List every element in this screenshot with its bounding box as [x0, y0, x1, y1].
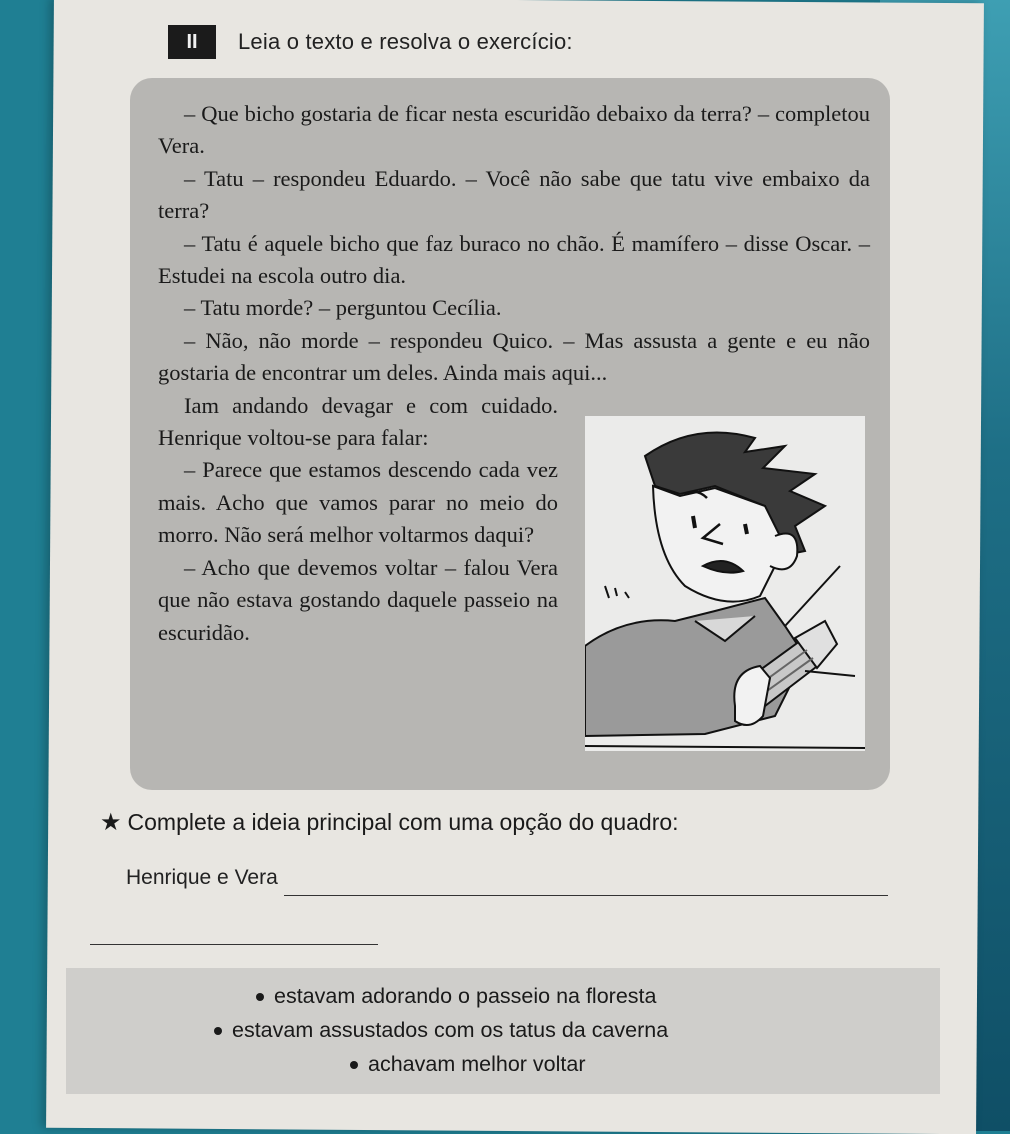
story-paragraph: – Não, não morde – respondeu Quico. – Mas assusta a gente e eu não gostaria de encontrar um deles. Ainda mais aqui...	[158, 327, 870, 386]
option-text: estavam assustados com os tatus da caverna	[232, 1018, 669, 1042]
fill-in-sentence	[126, 866, 888, 890]
boy-with-flashlight-illustration	[585, 416, 865, 751]
story-paragraph: – Parece que estamos descendo cada vez mais. Acho que vamos parar no meio do morro. Não será melhor voltarmos daqui?	[158, 457, 558, 548]
right-eye	[745, 524, 747, 534]
section-number-badge: II	[168, 25, 216, 59]
exercise-instruction: Leia o texto e resolva o exercício:	[238, 29, 573, 54]
answer-blank-continuation[interactable]	[90, 944, 378, 945]
bullet-icon	[350, 1061, 358, 1069]
story-paragraph: – Tatu – respondeu Eduardo. – Você não sabe que tatu vive embaixo da terra?	[158, 165, 870, 224]
option-text: achavam melhor voltar	[368, 1052, 586, 1076]
option-item	[256, 984, 656, 1009]
story-paragraph: – Acho que devemos voltar – falou Vera que não estava gostando daquele passeio na escuridão.	[158, 554, 558, 645]
worry-lines	[605, 586, 629, 598]
bullet-icon	[256, 993, 264, 1001]
frame-bottom-line	[585, 746, 865, 748]
options-box	[66, 968, 940, 1094]
answer-blank[interactable]	[284, 873, 888, 896]
option-item	[214, 1018, 668, 1043]
question-text: Complete a ideia principal com uma opção do quadro:	[127, 809, 679, 835]
arm-line	[785, 566, 840, 626]
story-paragraph: – Que bicho gostaria de ficar nesta escuridão debaixo da terra? – completou Vera.	[158, 101, 870, 159]
exercise-question	[100, 808, 679, 837]
ground-line	[805, 671, 855, 676]
boy-illustration-svg	[585, 416, 865, 751]
story-paragraph: – Tatu morde? – perguntou Cecília.	[184, 295, 502, 321]
story-paragraph: – Tatu é aquele bicho que faz buraco no chão. É mamífero – disse Oscar. – Estudei na escola outro dia.	[158, 230, 870, 289]
left-eye	[693, 516, 695, 528]
option-text: estavam adorando o passeio na floresta	[274, 984, 657, 1008]
story-paragraph: Iam andando devagar e com cuidado. Henrique voltou-se para falar:	[158, 392, 558, 451]
exercise-header	[168, 24, 573, 60]
bullet-icon	[214, 1027, 222, 1035]
star-icon: ★	[100, 809, 122, 836]
sentence-start: Henrique e Vera	[126, 866, 278, 889]
option-item	[350, 1052, 585, 1077]
